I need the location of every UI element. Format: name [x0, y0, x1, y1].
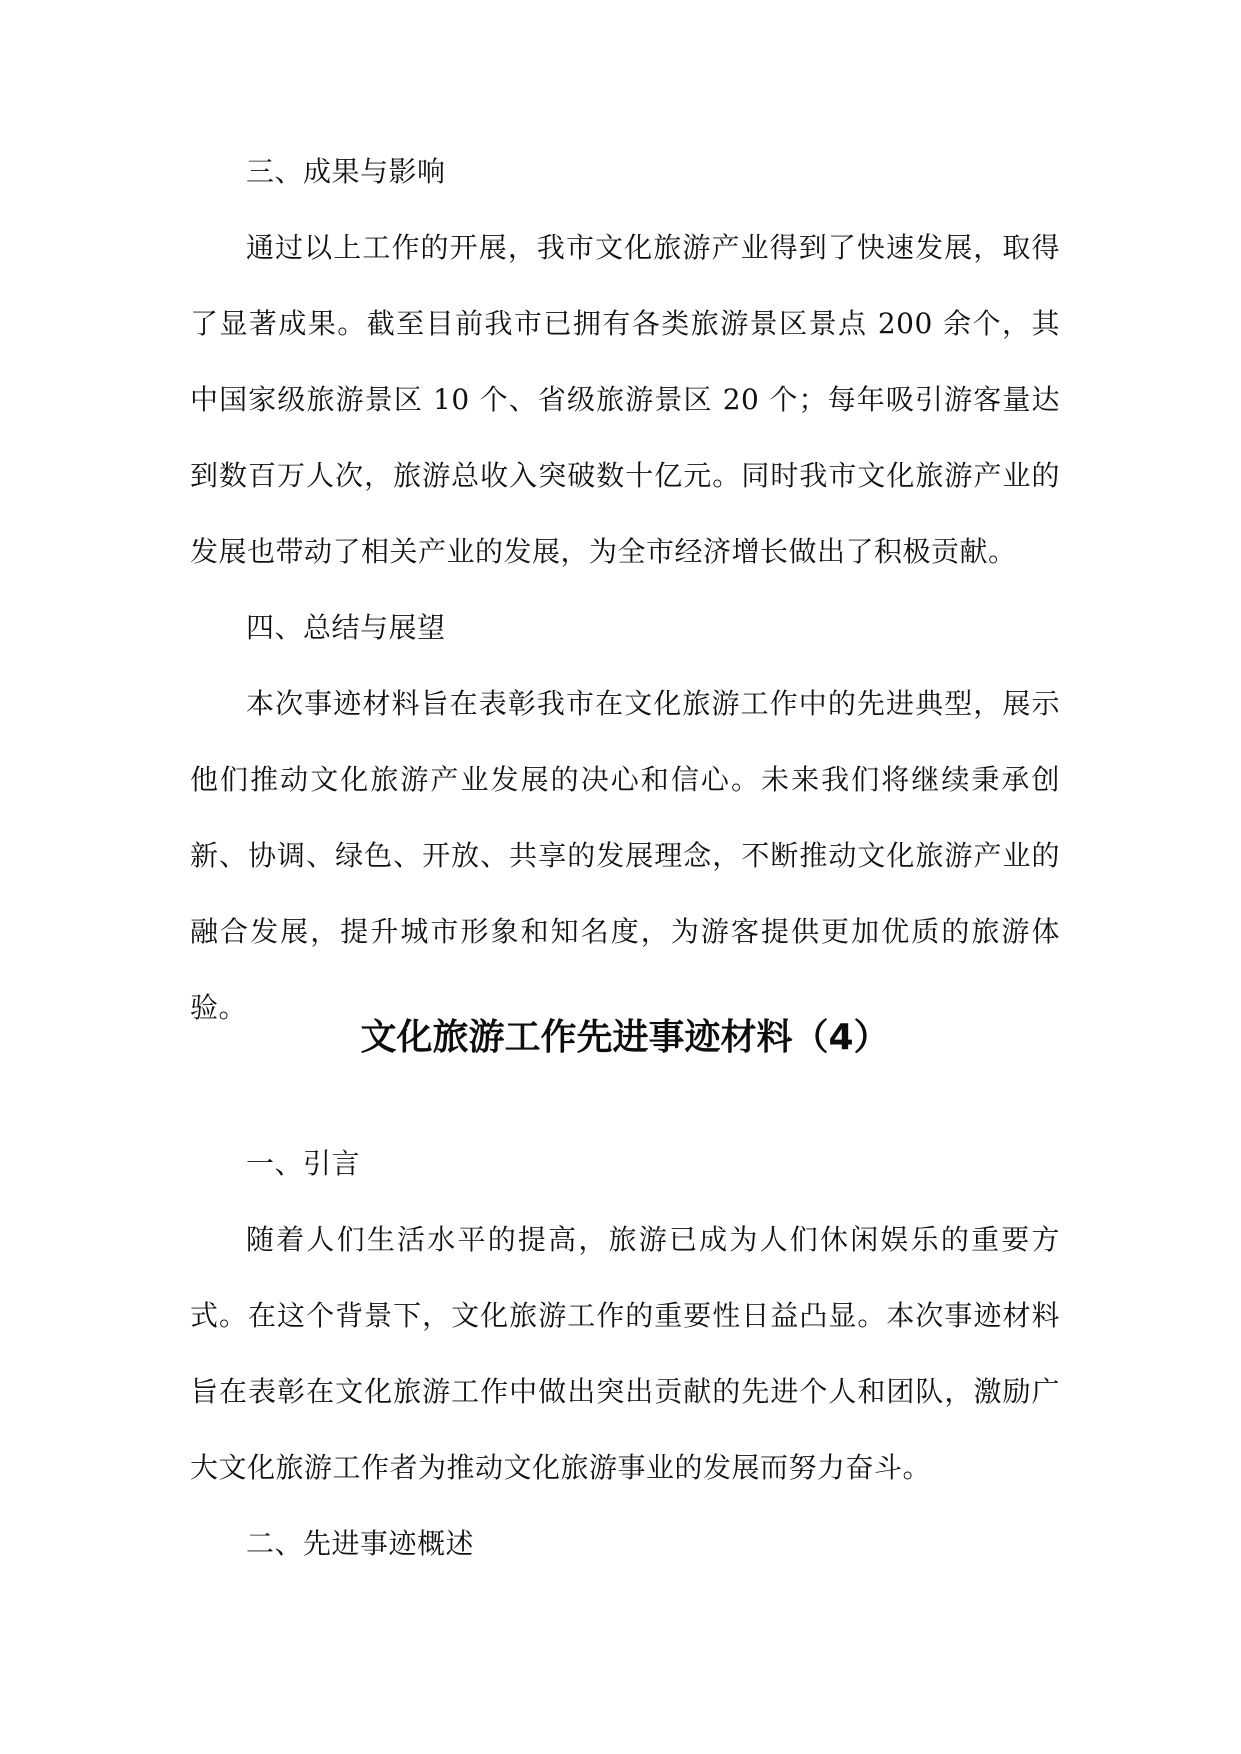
section-heading-overview: 二、先进事迹概述: [246, 1527, 475, 1560]
section-heading-intro: 一、引言: [246, 1147, 361, 1180]
section-heading-results: 三、成果与影响: [246, 155, 446, 188]
paragraph-results: 通过以上工作的开展，我市文化旅游产业得到了快速发展，取得了显著成果。截至目前我市已拥有各类旅游景区景点 200 余个，其中国家级旅游景区 10 个、省级旅游景区 20 个；每年吸引游客量达到数百万人次，旅游总收入突破数十亿元。同时我市文化旅游产业的发展也带动了相关产业的发展，为全市经济增长做出了积极贡献。: [190, 231, 1060, 568]
document-title: 文化旅游工作先进事迹材料（4）: [360, 1017, 890, 1058]
paragraph-summary: 本次事迹材料旨在表彰我市在文化旅游工作中的先进典型，展示他们推动文化旅游产业发展的决心和信心。未来我们将继续秉承创新、协调、绿色、开放、共享的发展理念，不断推动文化旅游产业的融合发展，提升城市形象和知名度，为游客提供更加优质的旅游体验。: [190, 687, 1060, 1024]
section-heading-summary: 四、总结与展望: [246, 611, 446, 644]
paragraph-intro: 随着人们生活水平的提高，旅游已成为人们休闲娱乐的重要方式。在这个背景下，文化旅游工作的重要性日益凸显。本次事迹材料旨在表彰在文化旅游工作中做出突出贡献的先进个人和团队，激励广大文化旅游工作者为推动文化旅游事业的发展而努力奋斗。: [190, 1223, 1060, 1484]
